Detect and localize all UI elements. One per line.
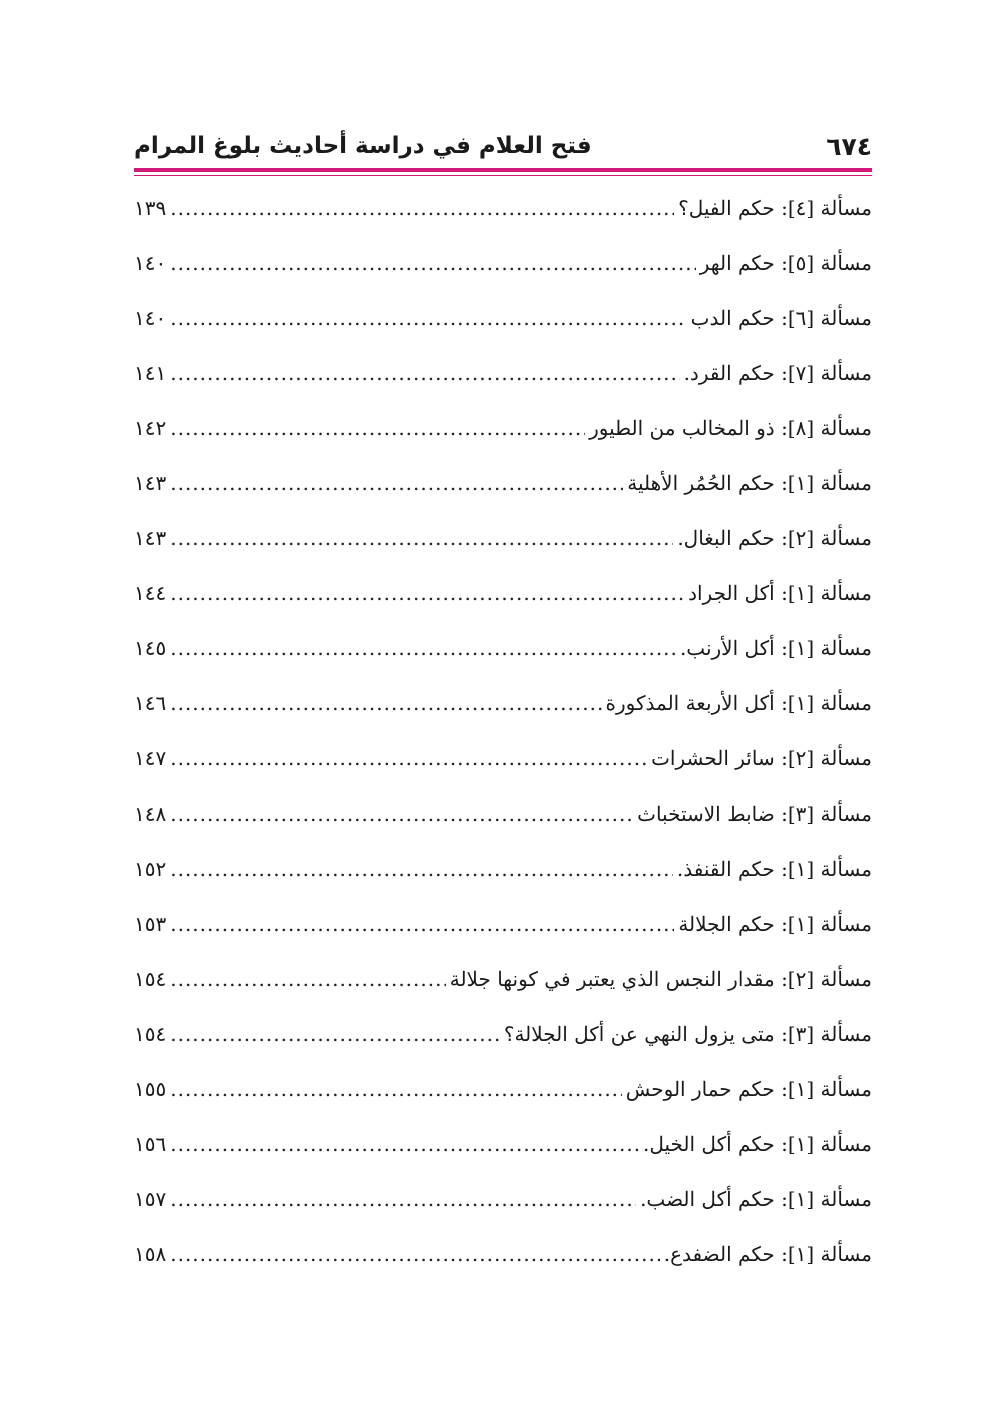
book-title: فتح العلام في دراسة أحاديث بلوغ المرام xyxy=(134,133,592,159)
page-number: ٦٧٤ xyxy=(826,131,872,161)
toc-entry-page-number: ١٥٥ xyxy=(134,1077,167,1102)
toc-entry-page-number: ١٤٦ xyxy=(134,691,167,716)
toc-entry[interactable] xyxy=(134,1062,872,1117)
toc-entry-title: مسألة [١]: حكم أكل الضب. xyxy=(640,1187,872,1212)
toc-entry[interactable] xyxy=(134,1006,872,1061)
toc-entry-page-number: ١٤٠ xyxy=(134,305,167,330)
toc-entry-title: مسألة [١]: حكم القنفذ. xyxy=(676,856,872,881)
dot-leader xyxy=(170,1132,639,1156)
toc-entry-title: مسألة [١]: حكم الحُمُر الأهلية xyxy=(627,471,872,496)
toc-entry[interactable] xyxy=(134,511,872,566)
toc-entry[interactable] xyxy=(134,621,872,676)
toc-entry-page-number: ١٤٢ xyxy=(134,415,167,440)
toc-entry-page-number: ١٤٤ xyxy=(134,581,167,606)
toc-entry-page-number: ١٤٥ xyxy=(134,636,167,661)
toc-entry-page-number: ١٥٤ xyxy=(134,1021,167,1046)
toc-entry[interactable] xyxy=(134,1172,872,1227)
header-rule-thick xyxy=(134,168,872,172)
dot-leader xyxy=(170,912,674,936)
dot-leader xyxy=(170,691,601,715)
toc-entry[interactable] xyxy=(134,455,872,510)
dot-leader xyxy=(170,1242,660,1266)
toc-entry-title: مسألة [٢]: حكم البغال. xyxy=(677,526,872,551)
toc-entry-title: مسألة [١]: حكم أكل الخيل. xyxy=(642,1132,872,1157)
toc-entry[interactable] xyxy=(134,896,872,951)
toc-entry-title: مسألة [٥]: حكم الهر xyxy=(699,250,872,275)
toc-entry-title: مسألة [١]: حكم الجلالة xyxy=(678,911,872,936)
toc-entry-page-number: ١٥٤ xyxy=(134,966,167,991)
dot-leader xyxy=(170,526,673,550)
header-divider xyxy=(134,168,872,176)
toc-entry-title: مسألة [١]: حكم حمار الوحش xyxy=(625,1077,872,1102)
toc-entry-title: مسألة [٣]: متى يزول النهي عن أكل الجلالة؟ xyxy=(503,1021,872,1046)
dot-leader xyxy=(170,1077,622,1101)
toc-entry-page-number: ١٥٣ xyxy=(134,911,167,936)
toc-entry[interactable] xyxy=(134,566,872,621)
dot-leader xyxy=(170,361,679,385)
toc-entry[interactable] xyxy=(134,951,872,1006)
dot-leader xyxy=(170,1022,500,1046)
toc-entry-title: مسألة [٢]: سائر الحشرات xyxy=(651,746,872,771)
toc-entry[interactable] xyxy=(134,345,872,400)
dot-leader xyxy=(170,857,673,881)
dot-leader xyxy=(170,196,674,220)
toc-entry[interactable] xyxy=(134,400,872,455)
toc-entry-title: مسألة [٦]: حكم الدب xyxy=(690,305,872,330)
toc-entry-page-number: ١٤٨ xyxy=(134,801,167,826)
toc-entry-page-number: ١٤٠ xyxy=(134,250,167,275)
dot-leader xyxy=(170,251,696,275)
toc-entry-page-number: ١٤٧ xyxy=(134,746,167,771)
dot-leader xyxy=(170,306,686,330)
toc-entry-page-number: ١٥٧ xyxy=(134,1187,167,1212)
toc-entry-title: مسألة [٢]: مقدار النجس الذي يعتبر في كونها جلالة xyxy=(449,966,872,991)
toc-entry[interactable] xyxy=(134,180,872,235)
dot-leader xyxy=(170,802,633,826)
toc-entry-title: مسألة [٤]: حكم الفيل؟ xyxy=(678,195,872,220)
dot-leader xyxy=(170,581,684,605)
dot-leader xyxy=(170,1187,636,1211)
toc-entry[interactable] xyxy=(134,1227,872,1282)
toc-entry[interactable] xyxy=(134,235,872,290)
toc-entry-title: مسألة [٧]: حكم القرد. xyxy=(683,360,872,385)
toc-entry-page-number: ١٤٣ xyxy=(134,471,167,496)
toc-entry-title: مسألة [٨]: ذو المخالب من الطيور xyxy=(589,415,872,440)
dot-leader xyxy=(170,746,647,770)
dot-leader xyxy=(170,967,446,991)
toc-entry-page-number: ١٥٦ xyxy=(134,1132,167,1157)
toc-entry[interactable] xyxy=(134,731,872,786)
table-of-contents xyxy=(134,180,872,1282)
dot-leader xyxy=(170,416,585,440)
toc-entry-title: مسألة [٣]: ضابط الاستخباث xyxy=(637,801,872,826)
dot-leader xyxy=(170,636,676,660)
toc-entry-title: مسألة [١]: أكل الأربعة المذكورة xyxy=(605,691,872,716)
toc-entry-page-number: ١٤١ xyxy=(134,360,167,385)
toc-entry[interactable] xyxy=(134,290,872,345)
toc-entry[interactable] xyxy=(134,786,872,841)
toc-entry[interactable] xyxy=(134,1117,872,1172)
toc-entry-title: مسألة [١]: حكم الضفدع. xyxy=(663,1242,872,1267)
toc-entry-page-number: ١٥٨ xyxy=(134,1242,167,1267)
header-rule-thin xyxy=(134,175,872,176)
toc-entry-title: مسألة [١]: أكل الأرنب. xyxy=(679,636,872,661)
page-header xyxy=(134,126,872,166)
toc-entry-title: مسألة [١]: أكل الجراد xyxy=(688,581,872,606)
toc-entry-page-number: ١٣٩ xyxy=(134,195,167,220)
toc-entry-page-number: ١٤٣ xyxy=(134,526,167,551)
toc-entry[interactable] xyxy=(134,841,872,896)
toc-entry[interactable] xyxy=(134,676,872,731)
dot-leader xyxy=(170,471,623,495)
toc-entry-page-number: ١٥٢ xyxy=(134,856,167,881)
